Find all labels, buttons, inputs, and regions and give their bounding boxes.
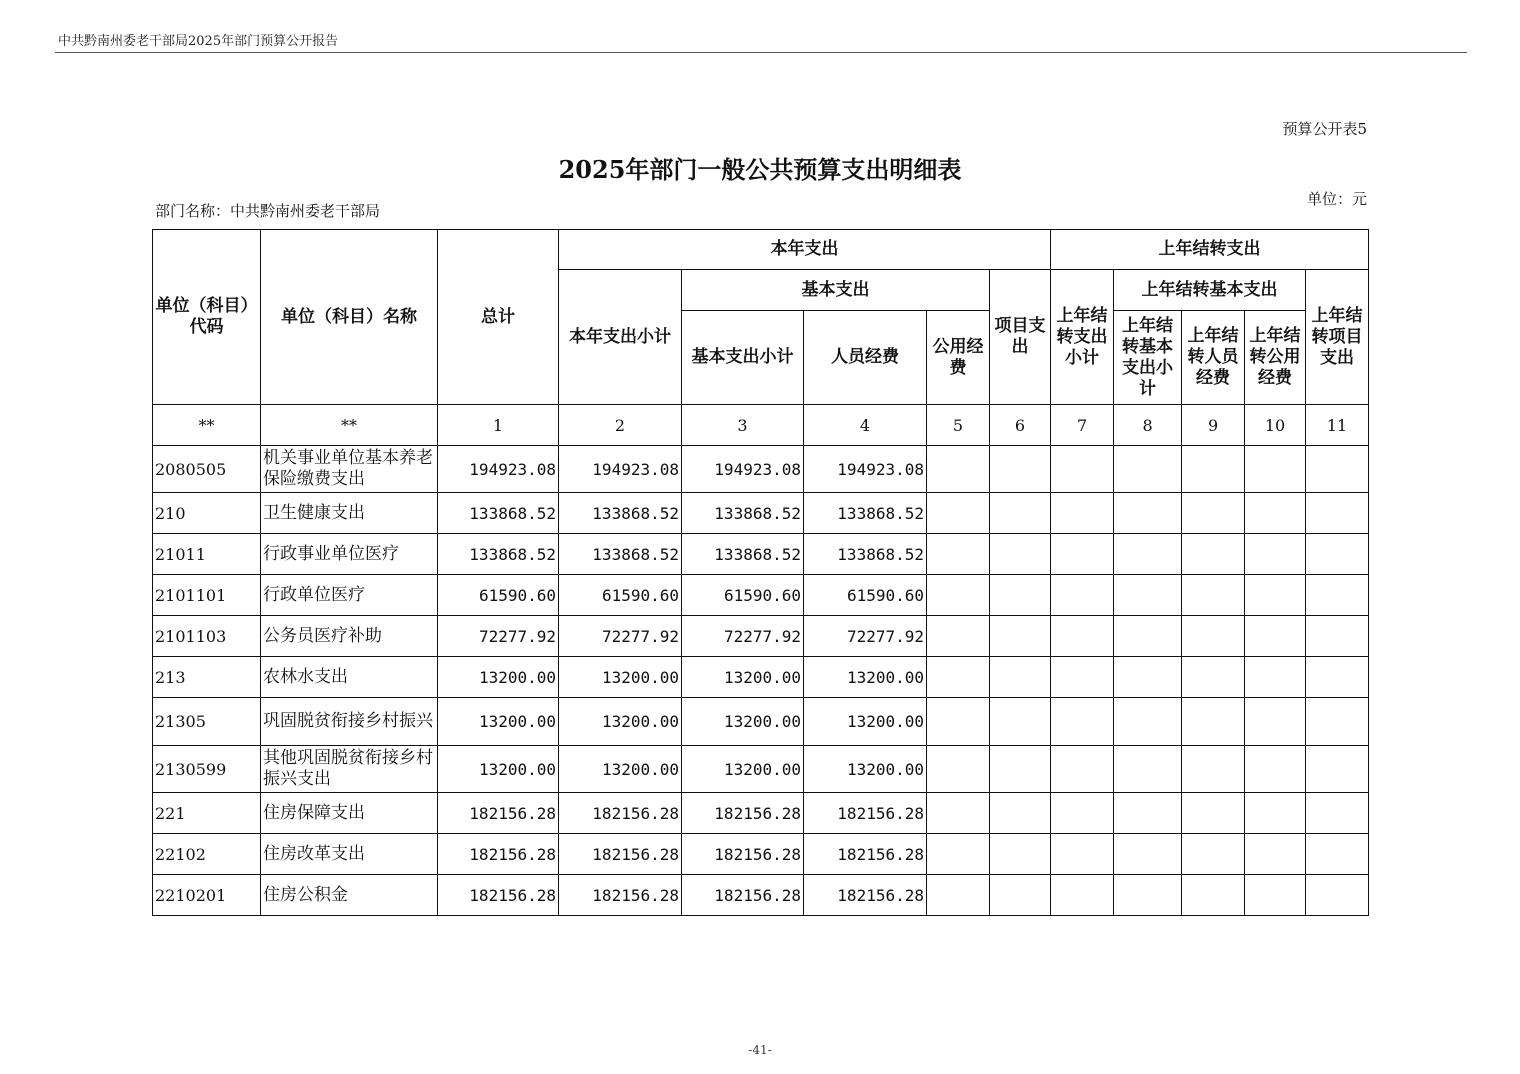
cell-empty	[927, 875, 990, 916]
cell-subtotal: 61590.60	[559, 575, 682, 616]
cell-empty	[990, 534, 1051, 575]
index-cell: 6	[990, 405, 1051, 446]
cell-personnel: 13200.00	[804, 657, 927, 698]
cell-total: 13200.00	[438, 746, 559, 793]
cell-empty	[1051, 746, 1114, 793]
cell-empty	[927, 616, 990, 657]
cell-basic: 182156.28	[682, 875, 804, 916]
cell-basic: 194923.08	[682, 446, 804, 493]
cell-name: 其他巩固脱贫衔接乡村振兴支出	[261, 746, 438, 793]
cell-code: 2210201	[153, 875, 261, 916]
cell-personnel: 194923.08	[804, 446, 927, 493]
header-carryover-public: 上年结转公用经费	[1245, 311, 1306, 405]
cell-total: 182156.28	[438, 834, 559, 875]
cell-empty	[1306, 446, 1369, 493]
cell-basic: 133868.52	[682, 493, 804, 534]
table-row	[153, 493, 1369, 534]
header-basic: 基本支出	[682, 270, 990, 311]
cell-empty	[1182, 575, 1245, 616]
cell-subtotal: 194923.08	[559, 446, 682, 493]
cell-total: 61590.60	[438, 575, 559, 616]
cell-total: 133868.52	[438, 534, 559, 575]
cell-name: 公务员医疗补助	[261, 616, 438, 657]
index-cell: 10	[1245, 405, 1306, 446]
cell-empty	[927, 793, 990, 834]
cell-empty	[1245, 657, 1306, 698]
cell-empty	[990, 616, 1051, 657]
cell-name: 巩固脱贫衔接乡村振兴	[261, 698, 438, 746]
table-row	[153, 834, 1369, 875]
cell-empty	[1114, 746, 1182, 793]
cell-empty	[927, 575, 990, 616]
cell-empty	[1245, 793, 1306, 834]
cell-code: 21011	[153, 534, 261, 575]
index-cell: 3	[682, 405, 804, 446]
cell-personnel: 182156.28	[804, 875, 927, 916]
cell-empty	[1114, 616, 1182, 657]
cell-name: 住房保障支出	[261, 793, 438, 834]
cell-empty	[1306, 834, 1369, 875]
cell-code: 2130599	[153, 746, 261, 793]
index-row	[153, 405, 1369, 446]
cell-empty	[1182, 616, 1245, 657]
cell-code: 21305	[153, 698, 261, 746]
cell-subtotal: 182156.28	[559, 834, 682, 875]
header-carryover-subtotal: 上年结转支出小计	[1051, 270, 1114, 405]
cell-empty	[990, 657, 1051, 698]
table-row	[153, 616, 1369, 657]
cell-empty	[1114, 493, 1182, 534]
table-row	[153, 875, 1369, 916]
cell-empty	[927, 534, 990, 575]
table-row	[153, 534, 1369, 575]
cell-name: 行政事业单位医疗	[261, 534, 438, 575]
header-total: 总计	[438, 230, 559, 405]
cell-basic: 182156.28	[682, 793, 804, 834]
cell-empty	[1306, 534, 1369, 575]
index-cell: 8	[1114, 405, 1182, 446]
cell-empty	[1051, 446, 1114, 493]
cell-name: 卫生健康支出	[261, 493, 438, 534]
header-current-year: 本年支出	[559, 230, 1051, 270]
cell-empty	[1114, 834, 1182, 875]
cell-code: 2080505	[153, 446, 261, 493]
cell-personnel: 13200.00	[804, 698, 927, 746]
cell-basic: 13200.00	[682, 746, 804, 793]
header-carryover: 上年结转支出	[1051, 230, 1369, 270]
cell-empty	[1114, 534, 1182, 575]
index-cell: 5	[927, 405, 990, 446]
cell-personnel: 182156.28	[804, 793, 927, 834]
cell-empty	[927, 493, 990, 534]
cell-total: 194923.08	[438, 446, 559, 493]
header-project: 项目支出	[990, 270, 1051, 405]
cell-name: 行政单位医疗	[261, 575, 438, 616]
cell-empty	[927, 657, 990, 698]
cell-total: 182156.28	[438, 793, 559, 834]
cell-basic: 61590.60	[682, 575, 804, 616]
cell-basic: 13200.00	[682, 698, 804, 746]
table-row	[153, 746, 1369, 793]
index-cell: 4	[804, 405, 927, 446]
cell-personnel: 133868.52	[804, 493, 927, 534]
cell-empty	[1051, 875, 1114, 916]
cell-empty	[1051, 834, 1114, 875]
cell-empty	[1245, 575, 1306, 616]
cell-personnel: 61590.60	[804, 575, 927, 616]
table-row	[153, 657, 1369, 698]
index-cell: 11	[1306, 405, 1369, 446]
cell-empty	[1306, 493, 1369, 534]
cell-name: 住房改革支出	[261, 834, 438, 875]
cell-empty	[1245, 746, 1306, 793]
cell-code: 2101103	[153, 616, 261, 657]
table-row	[153, 446, 1369, 493]
index-cell: 7	[1051, 405, 1114, 446]
cell-code: 22102	[153, 834, 261, 875]
cell-empty	[990, 698, 1051, 746]
page-number: -41-	[748, 1043, 772, 1057]
cell-empty	[927, 834, 990, 875]
cell-empty	[927, 446, 990, 493]
header-public: 公用经费	[927, 311, 990, 405]
cell-empty	[1182, 746, 1245, 793]
index-cell: 9	[1182, 405, 1245, 446]
index-cell: 2	[559, 405, 682, 446]
header-code: 单位（科目）代码	[153, 230, 261, 405]
cell-total: 13200.00	[438, 657, 559, 698]
cell-empty	[1182, 534, 1245, 575]
cell-empty	[1051, 534, 1114, 575]
cell-empty	[1306, 616, 1369, 657]
index-cell: **	[153, 405, 261, 446]
header-carryover-project: 上年结转项目支出	[1306, 270, 1369, 405]
cell-subtotal: 13200.00	[559, 698, 682, 746]
cell-empty	[1114, 575, 1182, 616]
cell-empty	[1051, 575, 1114, 616]
cell-total: 13200.00	[438, 698, 559, 746]
cell-empty	[1245, 698, 1306, 746]
cell-empty	[927, 746, 990, 793]
cell-empty	[927, 698, 990, 746]
cell-subtotal: 133868.52	[559, 534, 682, 575]
cell-empty	[1051, 793, 1114, 834]
header-rule	[55, 52, 1467, 53]
cell-empty	[990, 575, 1051, 616]
cell-empty	[1051, 698, 1114, 746]
cell-empty	[1245, 534, 1306, 575]
header-carryover-basic-subtotal: 上年结转基本支出小计	[1114, 311, 1182, 405]
cell-empty	[1182, 834, 1245, 875]
cell-empty	[1114, 446, 1182, 493]
cell-empty	[1245, 446, 1306, 493]
cell-personnel: 182156.28	[804, 834, 927, 875]
cell-code: 221	[153, 793, 261, 834]
cell-subtotal: 182156.28	[559, 875, 682, 916]
header-name: 单位（科目）名称	[261, 230, 438, 405]
cell-empty	[1114, 793, 1182, 834]
cell-total: 72277.92	[438, 616, 559, 657]
cell-name: 农林水支出	[261, 657, 438, 698]
document-title: 2025年部门一般公共预算支出明细表	[558, 155, 962, 184]
cell-basic: 182156.28	[682, 834, 804, 875]
cell-empty	[1182, 657, 1245, 698]
cell-subtotal: 133868.52	[559, 493, 682, 534]
cell-empty	[990, 493, 1051, 534]
cell-code: 210	[153, 493, 261, 534]
header-current-subtotal: 本年支出小计	[559, 270, 682, 405]
cell-basic: 13200.00	[682, 657, 804, 698]
cell-empty	[1245, 493, 1306, 534]
cell-empty	[1306, 793, 1369, 834]
cell-empty	[1051, 616, 1114, 657]
cell-empty	[1182, 446, 1245, 493]
header-carryover-personnel: 上年结转人员经费	[1182, 311, 1245, 405]
cell-basic: 133868.52	[682, 534, 804, 575]
cell-empty	[1114, 875, 1182, 916]
table-row	[153, 698, 1369, 746]
cell-total: 133868.52	[438, 493, 559, 534]
cell-empty	[990, 746, 1051, 793]
header-basic-subtotal: 基本支出小计	[682, 311, 804, 405]
index-cell: **	[261, 405, 438, 446]
cell-code: 2101101	[153, 575, 261, 616]
cell-personnel: 133868.52	[804, 534, 927, 575]
table-row	[153, 575, 1369, 616]
cell-empty	[1306, 575, 1369, 616]
cell-empty	[1306, 657, 1369, 698]
cell-empty	[1182, 698, 1245, 746]
cell-empty	[990, 834, 1051, 875]
running-header: 中共黔南州委老干部局2025年部门预算公开报告	[58, 34, 339, 49]
cell-name: 住房公积金	[261, 875, 438, 916]
cell-name: 机关事业单位基本养老保险缴费支出	[261, 446, 438, 493]
cell-empty	[1245, 616, 1306, 657]
cell-personnel: 72277.92	[804, 616, 927, 657]
cell-code: 213	[153, 657, 261, 698]
cell-basic: 72277.92	[682, 616, 804, 657]
table-row	[153, 793, 1369, 834]
cell-empty	[1306, 746, 1369, 793]
cell-empty	[1245, 875, 1306, 916]
cell-subtotal: 13200.00	[559, 746, 682, 793]
cell-empty	[990, 875, 1051, 916]
cell-personnel: 13200.00	[804, 746, 927, 793]
cell-empty	[1114, 657, 1182, 698]
cell-empty	[1182, 793, 1245, 834]
budget-table	[152, 229, 1369, 916]
cell-subtotal: 13200.00	[559, 657, 682, 698]
header-carryover-basic: 上年结转基本支出	[1114, 270, 1306, 311]
cell-empty	[1306, 875, 1369, 916]
cell-empty	[1182, 493, 1245, 534]
cell-total: 182156.28	[438, 875, 559, 916]
cell-subtotal: 182156.28	[559, 793, 682, 834]
cell-empty	[990, 793, 1051, 834]
header-personnel: 人员经费	[804, 311, 927, 405]
cell-empty	[1182, 875, 1245, 916]
cell-empty	[1051, 657, 1114, 698]
cell-empty	[1051, 493, 1114, 534]
form-number: 预算公开表5	[1282, 120, 1367, 138]
department-label: 部门名称：中共黔南州委老干部局	[155, 202, 381, 220]
cell-subtotal: 72277.92	[559, 616, 682, 657]
cell-empty	[1306, 698, 1369, 746]
cell-empty	[990, 446, 1051, 493]
index-cell: 1	[438, 405, 559, 446]
cell-empty	[1114, 698, 1182, 746]
unit-label: 单位：元	[1306, 190, 1367, 208]
cell-empty	[1245, 834, 1306, 875]
